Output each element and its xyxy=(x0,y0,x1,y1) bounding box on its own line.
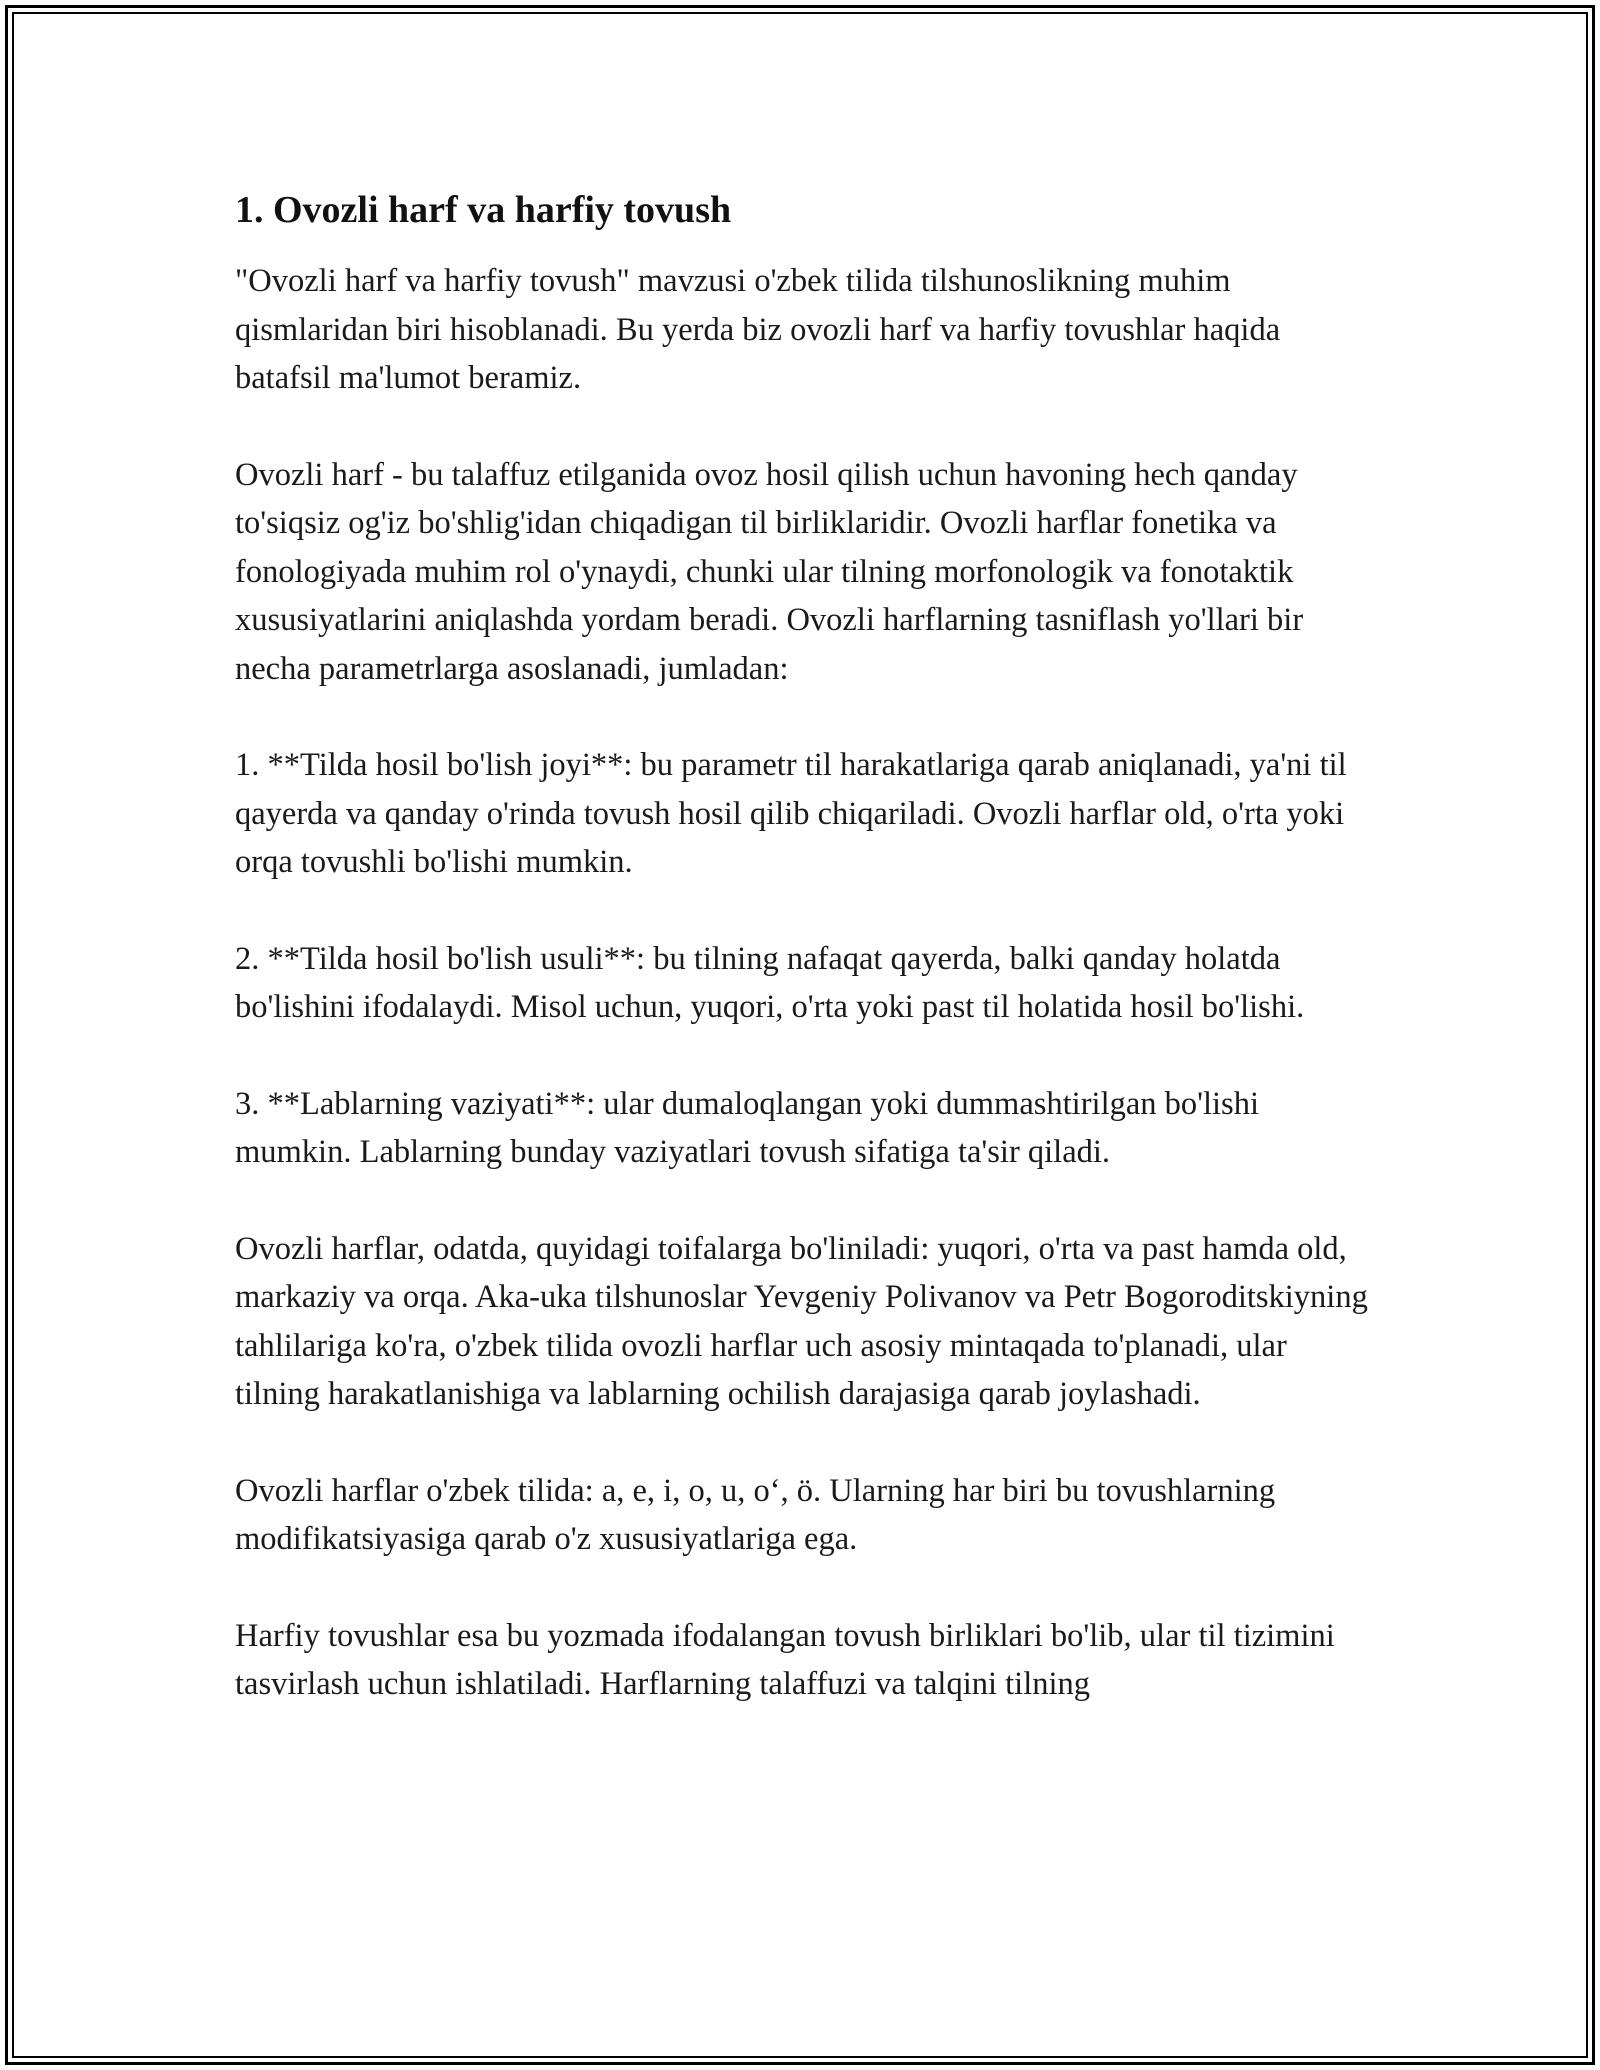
paragraph-list-item-1: 1. **Tilda hosil bo'lish joyi**: bu parametr til harakatlariga qarab aniqlanadi, ya'ni til qayerda va qanday o'rinda tovush hosil qilib chiqariladi. Ovozli harflar old, o'rta yoki orqa tovushli bo'lishi mumkin. xyxy=(235,747,1347,880)
paragraph-categories: Ovozli harflar, odatda, quyidagi toifalarga bo'liniladi: yuqori, o'rta va past hamda old, markaziy va orqa. Aka-uka tilshunoslar Yevgeniy Polivanov va Petr Bogoroditskiyning tahlilariga ko'ra, o'zbek tilida ovozli harflar uch asosiy mintaqada to'planadi, ular tilning harakatlanishiga va lablarning ochilish darajasiga qarab joylashadi. xyxy=(235,1230,1368,1412)
document-body xyxy=(235,185,1375,1757)
paragraph-letter-sounds: Harfiy tovushlar esa bu yozmada ifodalangan tovush birliklari bo'lib, ular til tizimini tasvirlash uchun ishlatiladi. Harflarning talaffuzi va talqini tilning xyxy=(235,1617,1335,1702)
paragraph-list-item-3: 3. **Lablarning vaziyati**: ular dumaloqlangan yoki dummashtirilgan bo'lishi mumkin. Lablarning bunday vaziyatlari tovush sifatiga ta'sir qiladi. xyxy=(235,1085,1259,1170)
paragraph-vowel-list: Ovozli harflar o'zbek tilida: a, e, i, o, u, o‘, ö. Ularning har biri bu tovushlarning modifikatsiyasiga qarab o'z xususiyatlariga ega. xyxy=(235,1472,1276,1557)
paragraph-intro: "Ovozli harf va harfiy tovush" mavzusi o'zbek tilida tilshunoslikning muhim qismlaridan biri hisoblanadi. Bu yerda biz ovozli harf va harfiy tovushlar haqida batafsil ma'lumot beramiz. xyxy=(235,263,1281,396)
paragraph-list-item-2: 2. **Tilda hosil bo'lish usuli**: bu tilning nafaqat qayerda, balki qanday holatda bo'lishini ifodalaydi. Misol uchun, yuqori, o'rta yoki past til holatida hosil bo'lishi. xyxy=(235,940,1305,1025)
section-heading: 1. Ovozli harf va harfiy tovush xyxy=(235,189,732,231)
paragraph-definition: Ovozli harf - bu talaffuz etilganida ovoz hosil qilish uchun havoning hech qanday to'siqsiz og'iz bo'shlig'idan chiqadigan til birliklaridir. Ovozli harflar fonetika va fonologiyada muhim rol o'ynaydi, chunki ular tilning morfonologik va fonotaktik xususiyatlarini aniqlashda yordam beradi. Ovozli harflarning tasniflash yo'llari bir necha parametrlarga asoslanadi, jumladan: xyxy=(235,456,1304,687)
